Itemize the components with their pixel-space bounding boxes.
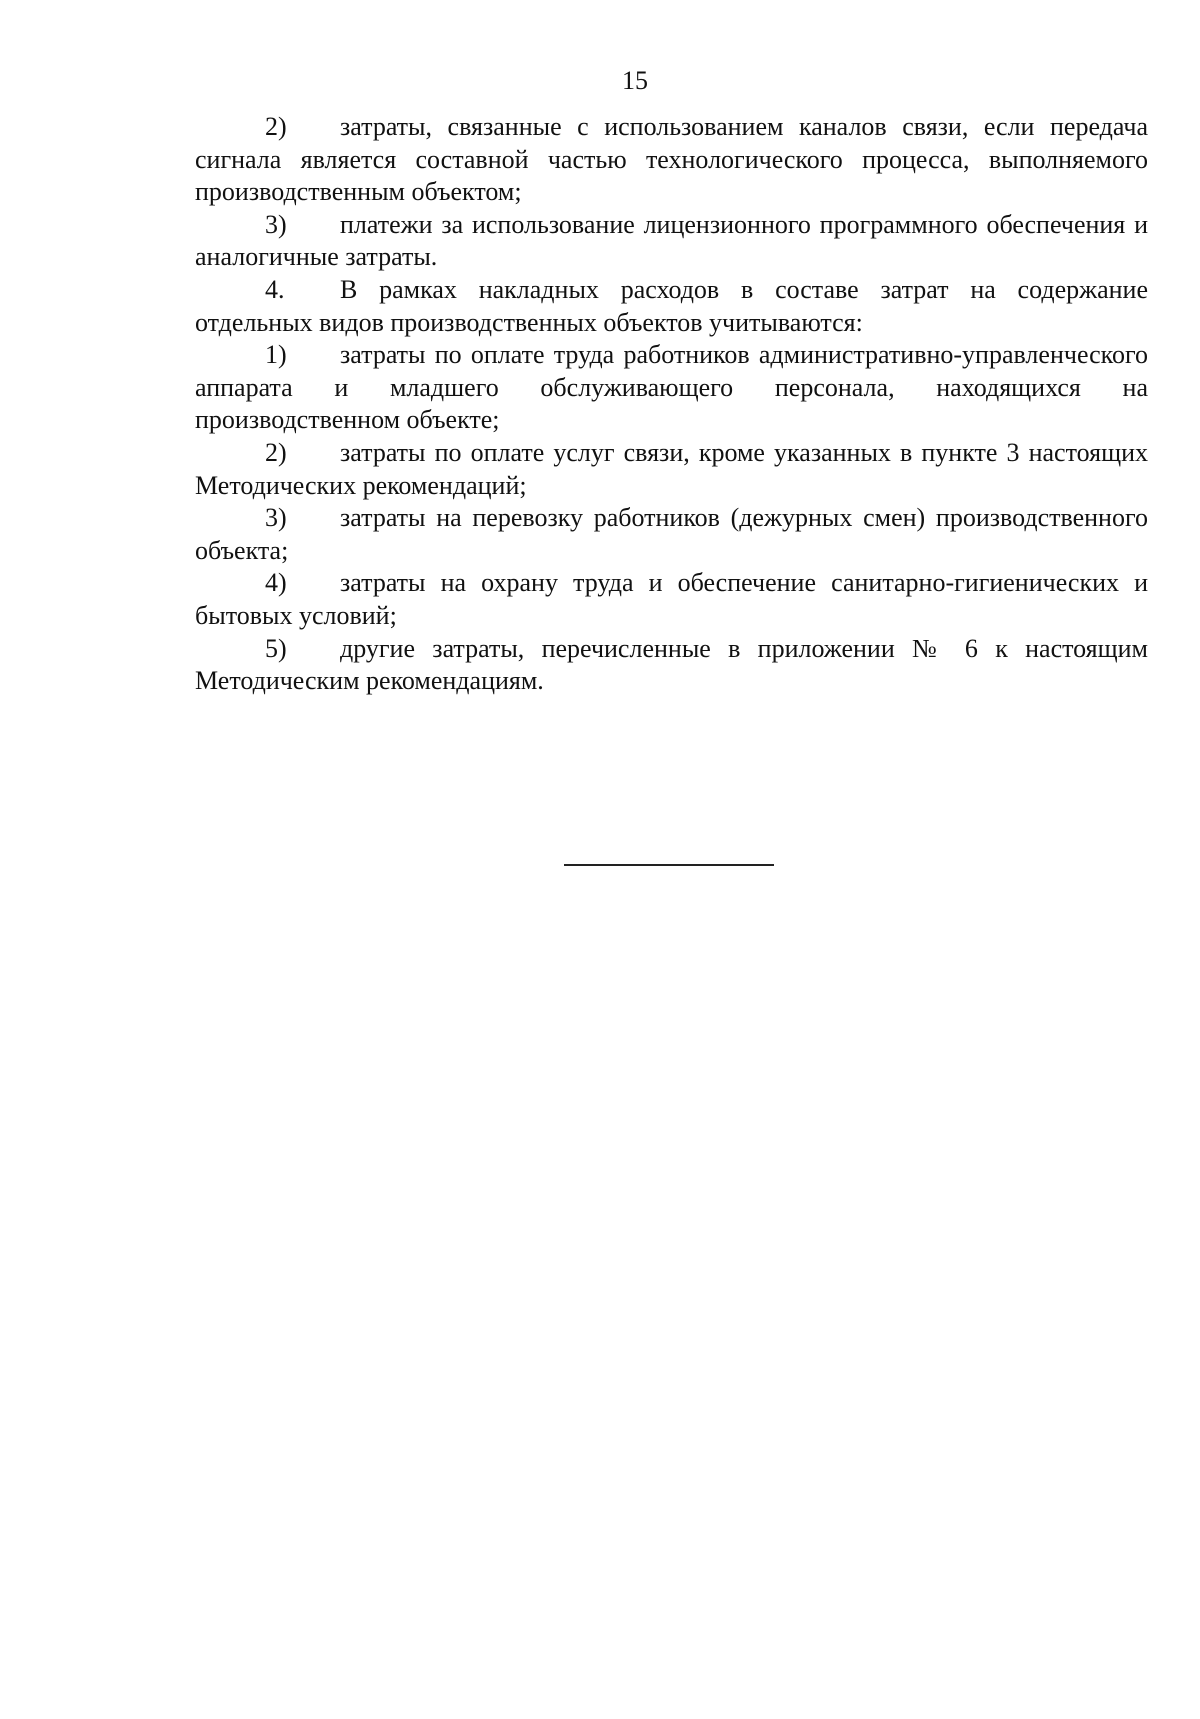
item-text: платежи за использование лицензионного программного обеспечения и аналогичные затраты. <box>195 209 1148 272</box>
item-text: затраты по оплате услуг связи, кроме указанных в пункте 3 настоящих Методических рекомендаций; <box>195 437 1148 500</box>
section-text: В рамках накладных расходов в составе затрат на содержание отдельных видов производственных объектов учитываются: <box>195 274 1148 337</box>
paragraph-item-3-license-payments <box>195 209 1148 274</box>
item-marker: 2) <box>265 437 287 467</box>
paragraph-item-4-labor-protection <box>195 567 1148 632</box>
item-marker: 5) <box>265 633 287 663</box>
paragraph-item-5-other-costs <box>195 633 1148 698</box>
item-text: затраты по оплате труда работников административно-управленческого аппарата и младшего обслуживающего персонала, находящихся на производственном объекте; <box>195 340 1148 435</box>
item-text: затраты на охрану труда и обеспечение санитарно-гигиенических и бытовых условий; <box>195 568 1148 630</box>
document-body <box>195 111 1148 698</box>
paragraph-section-4-overheads <box>195 274 1148 339</box>
item-marker: 3) <box>265 209 287 239</box>
paragraph-item-1-labor-costs <box>195 339 1148 437</box>
item-marker: 4) <box>265 568 287 598</box>
paragraph-item-2-communication-channels <box>195 111 1148 209</box>
page-number: 15 <box>622 66 648 95</box>
section-marker: 4. <box>265 274 285 304</box>
item-text: затраты, связанные с использованием каналов связи, если передача сигнала является составной частью технологического процесса, выполняемого производственным объектом; <box>195 112 1148 207</box>
end-of-text-divider <box>564 864 774 866</box>
item-marker: 2) <box>265 112 287 141</box>
item-text: другие затраты, перечисленные в приложении № 6 к настоящим Методическим рекомендациям. <box>195 633 1148 696</box>
paragraph-item-3-worker-transport <box>195 502 1148 567</box>
item-marker: 1) <box>265 340 287 370</box>
paragraph-item-2-communication-services <box>195 437 1148 502</box>
item-text: затраты на перевозку работников (дежурных смен) производственного объекта; <box>195 503 1148 565</box>
item-marker: 3) <box>265 503 287 533</box>
